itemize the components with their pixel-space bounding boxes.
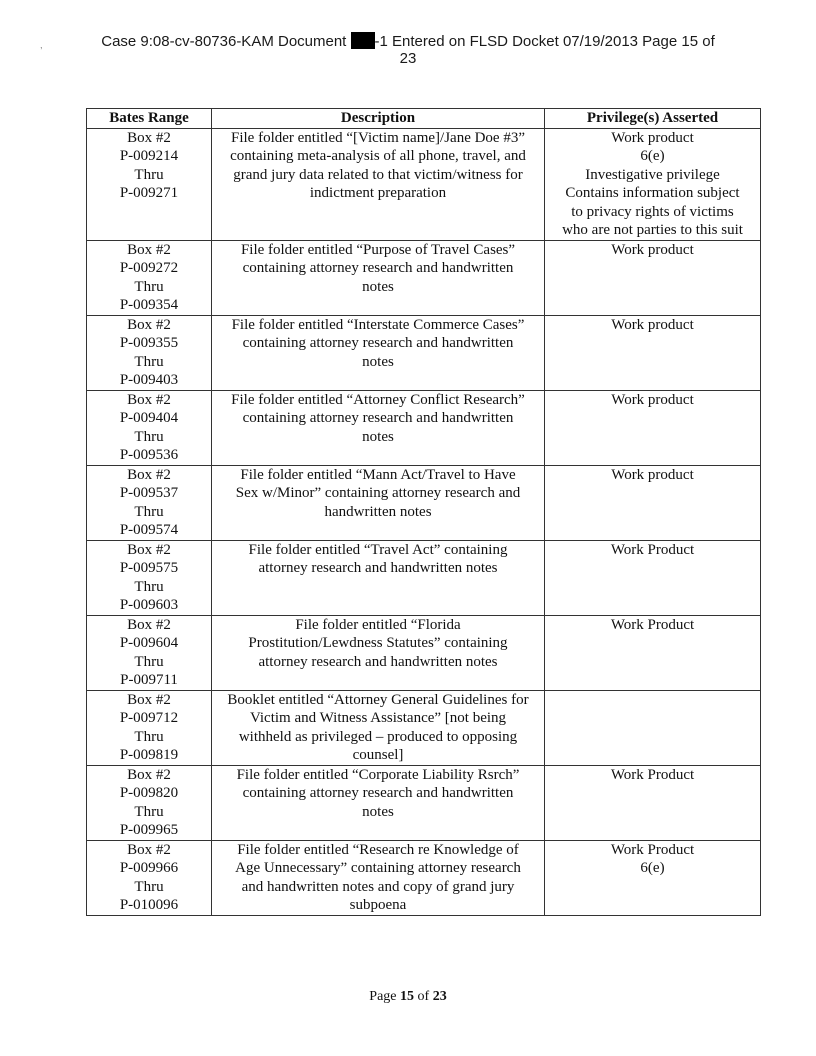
description-line: File folder entitled “Research re Knowledge of: [237, 841, 519, 858]
privilege-cell: [545, 240, 761, 315]
description-cell: [212, 765, 545, 840]
footer-page-word: Page: [369, 989, 397, 1004]
description-cell: [212, 390, 545, 465]
privilege-cell: [545, 540, 761, 615]
bates-range-line: Thru: [134, 878, 164, 895]
privilege-log-table: [86, 108, 761, 916]
privilege-cell: [545, 690, 761, 765]
table-row: [87, 465, 761, 540]
privilege-cell: [545, 615, 761, 690]
bates-range-line: P-009271: [119, 185, 179, 201]
bates-range-line: P-009214: [119, 148, 179, 164]
table-row: [87, 765, 761, 840]
bates-range-line: P-009536: [119, 447, 179, 463]
description-line: notes: [362, 803, 394, 820]
privilege-line: Work Product: [610, 541, 695, 558]
privilege-line: 6(e): [640, 860, 665, 876]
privilege-line: Contains information subject: [565, 185, 740, 201]
page-footer: [0, 989, 816, 1005]
column-header-bates: Bates Range: [87, 109, 212, 129]
bates-range-line: P-009819: [119, 747, 179, 763]
description-line: containing attorney research and handwritten: [242, 785, 514, 801]
bates-range-cell: [87, 240, 212, 315]
bates-range-line: Thru: [134, 578, 164, 595]
description-line: indictment preparation: [309, 185, 447, 201]
case-number-text: Case 9:08-cv-80736-KAM Document: [101, 33, 351, 50]
description-line: grand jury data related to that victim/witness for: [233, 166, 523, 183]
bates-range-cell: [87, 128, 212, 240]
privilege-line: Work product: [611, 129, 694, 146]
privilege-line: Work product: [611, 241, 694, 258]
footer-page-total: 23: [432, 989, 447, 1004]
description-line: notes: [362, 353, 394, 370]
bates-range-line: Box #2: [127, 691, 171, 708]
description-line: containing attorney research and handwritten: [242, 260, 514, 276]
privilege-cell: [545, 128, 761, 240]
table-row: [87, 540, 761, 615]
bates-range-line: P-009603: [119, 597, 179, 613]
bates-range-line: Box #2: [127, 466, 171, 483]
privilege-cell: [545, 765, 761, 840]
privilege-line: Work Product: [610, 841, 695, 858]
description-cell: [212, 690, 545, 765]
description-line: subpoena: [349, 897, 407, 913]
privilege-cell: [545, 465, 761, 540]
margin-mark: ,: [40, 40, 43, 50]
description-line: File folder entitled “Florida: [295, 616, 461, 633]
privilege-line: Work product: [611, 466, 694, 483]
bates-range-line: P-009604: [119, 635, 179, 651]
bates-range-line: Thru: [134, 166, 164, 183]
bates-range-line: P-009575: [119, 560, 179, 576]
description-line: containing meta-analysis of all phone, travel, and: [230, 148, 526, 164]
bates-range-line: P-009272: [119, 260, 179, 276]
bates-range-line: P-009574: [119, 522, 179, 538]
description-cell: [212, 315, 545, 390]
description-line: withheld as privileged – produced to opposing: [238, 728, 518, 745]
description-line: counsel]: [352, 747, 404, 763]
redaction-block: [351, 32, 375, 49]
bates-range-line: Thru: [134, 503, 164, 520]
description-cell: [212, 240, 545, 315]
column-header-description: Description: [212, 109, 545, 129]
bates-range-line: Thru: [134, 278, 164, 295]
bates-range-line: P-009966: [119, 860, 179, 876]
table-row: [87, 840, 761, 915]
description-cell: [212, 540, 545, 615]
bates-range-line: Thru: [134, 428, 164, 445]
bates-range-line: P-009711: [120, 672, 178, 688]
privilege-line: to privacy rights of victims: [571, 203, 734, 220]
bates-range-cell: [87, 765, 212, 840]
description-cell: [212, 840, 545, 915]
privilege-line: Work Product: [610, 616, 695, 633]
description-line: File folder entitled “Mann Act/Travel to Have: [240, 466, 516, 483]
description-cell: [212, 615, 545, 690]
bates-range-cell: [87, 390, 212, 465]
bates-range-line: Box #2: [127, 541, 171, 558]
description-line: notes: [362, 428, 394, 445]
bates-range-line: P-009712: [119, 710, 179, 726]
bates-range-line: Box #2: [127, 841, 171, 858]
description-line: Booklet entitled “Attorney General Guidelines for: [227, 691, 529, 708]
bates-range-line: P-009820: [119, 785, 179, 801]
description-line: Age Unnecessary” containing attorney research: [235, 860, 521, 876]
description-line: File folder entitled “Purpose of Travel Cases”: [240, 241, 516, 258]
bates-range-cell: [87, 540, 212, 615]
bates-range-line: P-009965: [119, 822, 179, 838]
privilege-line: who are not parties to this suit: [562, 222, 743, 238]
bates-range-line: P-009403: [119, 372, 179, 388]
description-line: attorney research and handwritten notes: [258, 560, 498, 576]
bates-range-line: P-009404: [119, 410, 179, 426]
description-line: containing attorney research and handwritten: [242, 410, 514, 426]
footer-page-number: 15: [400, 989, 415, 1004]
bates-range-line: Box #2: [127, 616, 171, 633]
bates-range-line: Thru: [134, 803, 164, 820]
docket-entry-text: -1 Entered on FLSD Docket 07/19/2013 Page 15 of: [374, 33, 715, 50]
bates-range-line: Box #2: [127, 766, 171, 783]
bates-range-cell: [87, 315, 212, 390]
privilege-cell: [545, 390, 761, 465]
table-row: [87, 690, 761, 765]
bates-range-cell: [87, 840, 212, 915]
description-line: File folder entitled “Attorney Conflict Research”: [231, 391, 525, 408]
docket-header: [0, 32, 816, 67]
table-row: [87, 390, 761, 465]
description-line: and handwritten notes and copy of grand jury: [241, 878, 515, 895]
footer-of-word: of: [417, 989, 430, 1004]
bates-range-cell: [87, 615, 212, 690]
table-body: [87, 128, 761, 915]
bates-range-cell: [87, 465, 212, 540]
description-line: File folder entitled “Corporate Liability Rsrch”: [236, 766, 520, 783]
header-page-total: 23: [399, 50, 417, 67]
table-header-row: [87, 109, 761, 129]
description-cell: [212, 465, 545, 540]
bates-range-cell: [87, 690, 212, 765]
description-line: Sex w/Minor” containing attorney research and: [235, 485, 521, 501]
privilege-line: Work Product: [610, 766, 695, 783]
privilege-line: Work product: [611, 391, 694, 408]
bates-range-line: P-009537: [119, 485, 179, 501]
description-line: handwritten notes: [324, 503, 432, 520]
bates-range-line: Box #2: [127, 241, 171, 258]
column-header-privilege: Privilege(s) Asserted: [545, 109, 761, 129]
bates-range-line: P-009354: [119, 297, 179, 313]
privilege-line: Work product: [611, 316, 694, 333]
bates-range-line: Box #2: [127, 391, 171, 408]
table-row: [87, 615, 761, 690]
privilege-cell: [545, 840, 761, 915]
description-line: File folder entitled “[Victim name]/Jane Doe #3”: [231, 129, 525, 146]
privilege-line: Investigative privilege: [585, 166, 720, 183]
bates-range-line: Thru: [134, 653, 164, 670]
table-row: [87, 240, 761, 315]
bates-range-line: P-010096: [119, 897, 179, 913]
description-line: Prostitution/Lewdness Statutes” containing: [248, 635, 508, 651]
description-line: notes: [362, 278, 394, 295]
description-line: File folder entitled “Travel Act” containing: [248, 541, 508, 558]
privilege-line: 6(e): [640, 148, 665, 164]
privilege-cell: [545, 315, 761, 390]
table-row: [87, 315, 761, 390]
bates-range-line: Box #2: [127, 129, 171, 146]
description-line: attorney research and handwritten notes: [258, 653, 498, 670]
description-line: Victim and Witness Assistance” [not being: [249, 710, 507, 726]
bates-range-line: Thru: [134, 728, 164, 745]
bates-range-line: P-009355: [119, 335, 179, 351]
bates-range-line: Thru: [134, 353, 164, 370]
description-line: containing attorney research and handwritten: [242, 335, 514, 351]
docket-header-line: [0, 32, 816, 50]
description-line: File folder entitled “Interstate Commerce Cases”: [231, 316, 525, 333]
table-row: [87, 128, 761, 240]
bates-range-line: Box #2: [127, 316, 171, 333]
description-cell: [212, 128, 545, 240]
